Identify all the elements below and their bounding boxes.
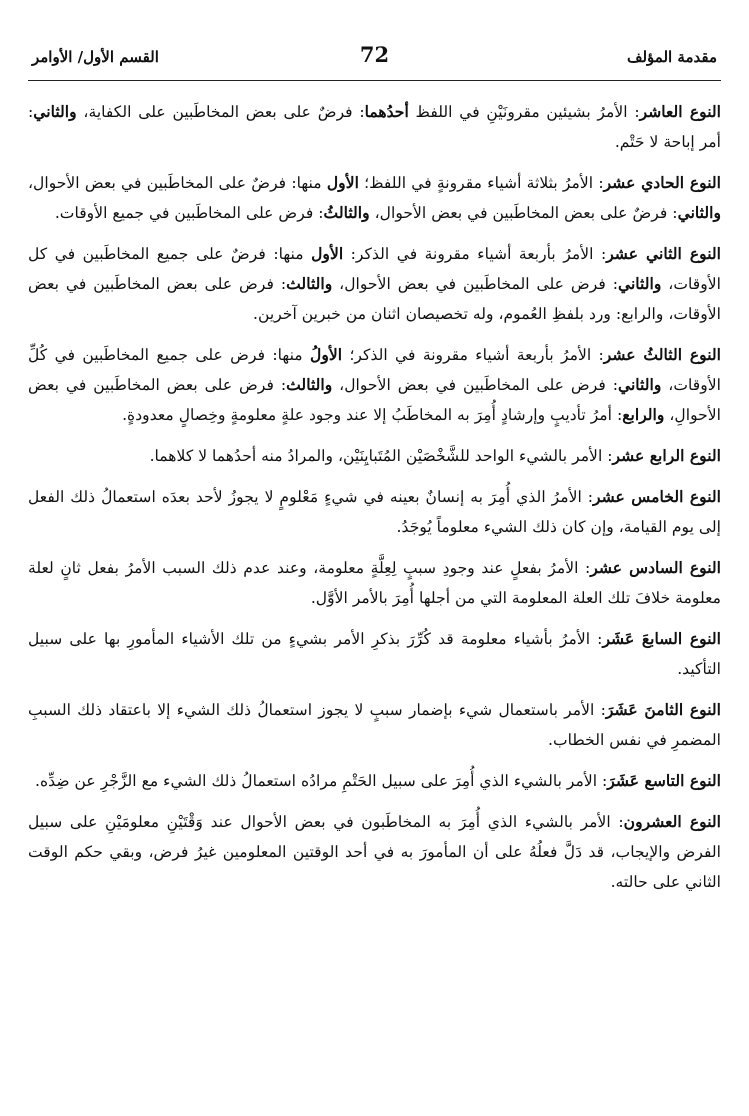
type-heading: النوع السابعَ عَشَر xyxy=(602,629,721,648)
paragraph-text: : الأمر بالشيء الواحد للشَّخْصَيْن المُتَبايِنَيْن، والمرادُ منه أحدُهما لا كلاهما. xyxy=(149,447,613,465)
paragraph-text: : الأمر بالشيء الذي أُمِرَ على سبيل الحَتْمِ مرادُه استعمالُ ذلك الشيء مع الزَّجْرِ عن ضِدِّه. xyxy=(35,772,608,790)
paragraph xyxy=(28,553,721,613)
paragraph-text: منها: فرضٌ على المخاطَبين في بعض الأحوال، xyxy=(28,174,327,192)
paragraph-text: : الأمر باستعمال شيء بإضمار سببٍ لا يجوز استعمالُ ذلك الشيء إلا باعتقاد ذلك السببِ المضمرِ في نفس الخطاب. xyxy=(28,701,721,749)
paragraph xyxy=(28,807,721,897)
paragraph-text: : الأمرُ بأربعة أشياء مقرونة في الذكر؛ xyxy=(342,346,604,364)
type-heading: النوع الرابع عشر xyxy=(612,446,721,465)
bold-keyword: والثالثُ xyxy=(323,203,370,222)
type-heading: النوع الحادي عشر xyxy=(603,173,721,192)
bold-keyword: والثاني xyxy=(617,274,662,293)
page-header xyxy=(28,40,721,81)
paragraph-text: : فرض على بعض المخاطَبين في بعض الأوقات، والرابع: ورد بلفظِ العُموم، وله تخصيصان اثنان من خبرين آخرين. xyxy=(28,275,721,323)
type-heading: النوع العشرون xyxy=(623,812,721,831)
bold-keyword: والثالث xyxy=(286,274,333,293)
paragraph-text: : فرض على المخاطَبين في جميع الأوقات. xyxy=(54,204,324,222)
paragraph-text: : فرض على المخاطَبين في بعض الأحوال، xyxy=(332,275,618,293)
bold-keyword: والثاني xyxy=(33,102,77,121)
paragraph-text: : الأمر بالشيء الذي أُمِرَ به المخاطَبون في بعض الأحوال عند وَقْتَيْنِ معلومَيْنِ على سبيل الفرض والإيجاب، قد دَلَّ فعلُهُ على أن المأمورَ به في أحد الوقتين المعلومين غيرُ فرض، وبقي حكم الوقت الثاني على حالته. xyxy=(28,813,721,891)
paragraph-text: : الأمرُ بثلاثة أشياء مقرونةٍ في اللفظ؛ xyxy=(358,174,604,192)
paragraph xyxy=(28,624,721,684)
paragraph xyxy=(28,97,721,157)
bold-keyword: الأول xyxy=(311,244,344,263)
header-book-title: مقدمة المؤلف xyxy=(626,48,717,66)
type-heading: النوع العاشر xyxy=(639,102,721,121)
page-number: 72 xyxy=(359,42,390,67)
bold-keyword: أحدُهما xyxy=(364,102,409,121)
paragraph xyxy=(28,340,721,430)
paragraph xyxy=(28,482,721,542)
header-section-title: القسم الأول/ الأوامر xyxy=(32,48,159,66)
paragraph-text: : الأمرُ الذي أُمِرَ به إنسانٌ بعينه في شيءٍ مَعْلومٍ لا يجوزُ لأحد بعدَه استعمالُ ذلك الفعل إلى يوم القيامة، وإن كان ذلك الشيء معلوماً يُوجَدُ. xyxy=(28,488,721,536)
bold-keyword: الأولُ xyxy=(310,345,343,364)
paragraph-text: : فرضٌ على بعض المخاطَبين في بعض الأحوال، xyxy=(369,204,678,222)
paragraph-text: : فرض على المخاطَبين في بعض الأحوال، xyxy=(332,376,618,394)
type-heading: النوع التاسع عَشَرَ xyxy=(607,771,721,790)
paragraph xyxy=(28,168,721,228)
paragraph xyxy=(28,695,721,755)
bold-keyword: والرابع xyxy=(622,405,665,424)
paragraph-text: : الأمرُ بفعلٍ عند وجودِ سببٍ لِعِلَّةٍ معلومة، وعند عدم ذلك السبب الأمرُ بفعل ثانٍ لعلة معلومة خلافَ تلك العلة المعلومة التي من أجلها أُمِرَ بالأمر الأوَّل. xyxy=(28,559,721,607)
paragraph-text: : الأمرُ بأربعة أشياء مقرونة في الذكر: xyxy=(343,245,607,263)
body-text xyxy=(28,97,721,897)
paragraph-text: منها: فرضٌ على جميع المخاطَبين في كل الأوقات، xyxy=(28,245,721,293)
paragraph-text: : أمر إباحة لا حَتْم. xyxy=(28,103,721,151)
paragraph-text: : أمرُ تأديبٍ وإرشادٍ أُمِرَ به المخاطَبُ إلا عند وجود علةٍ معلومةٍ وخِصالٍ معدودةٍ. xyxy=(122,406,623,424)
type-heading: النوع الثامنَ عَشَرَ xyxy=(605,700,722,719)
type-heading: النوع السادس عشر xyxy=(590,558,721,577)
bold-keyword: والثالث xyxy=(286,375,333,394)
type-heading: النوع الثاني عشر xyxy=(606,244,721,263)
paragraph xyxy=(28,766,721,796)
bold-keyword: الأول xyxy=(326,173,359,192)
paragraph-text: : فرض على بعض المخاطَبين في بعض الأحوالِ، xyxy=(28,376,721,424)
type-heading: النوع الثالثُ عشر xyxy=(603,345,722,364)
paragraph xyxy=(28,441,721,471)
bold-keyword: والثاني xyxy=(617,375,662,394)
paragraph-text: : فرضٌ على بعض المخاطَبين على الكفاية، xyxy=(76,103,365,121)
type-heading: النوع الخامس عشر xyxy=(593,487,721,506)
bold-keyword: والثاني xyxy=(677,203,721,222)
paragraph-text: : الأمرُ بشيئين مقرونَيْنِ في اللفظ xyxy=(408,103,640,121)
paragraph-text: : الأمرُ بأشياء معلومة قد كُرِّرَ بذكرِ الأمر بشيءٍ من تلك الأشياء المأمورِ بها على سبيل التأكيد. xyxy=(28,630,721,678)
paragraph-text: منها: فرض على جميع المخاطَبين في كُلِّ الأوقات، xyxy=(28,346,721,394)
paragraph xyxy=(28,239,721,329)
